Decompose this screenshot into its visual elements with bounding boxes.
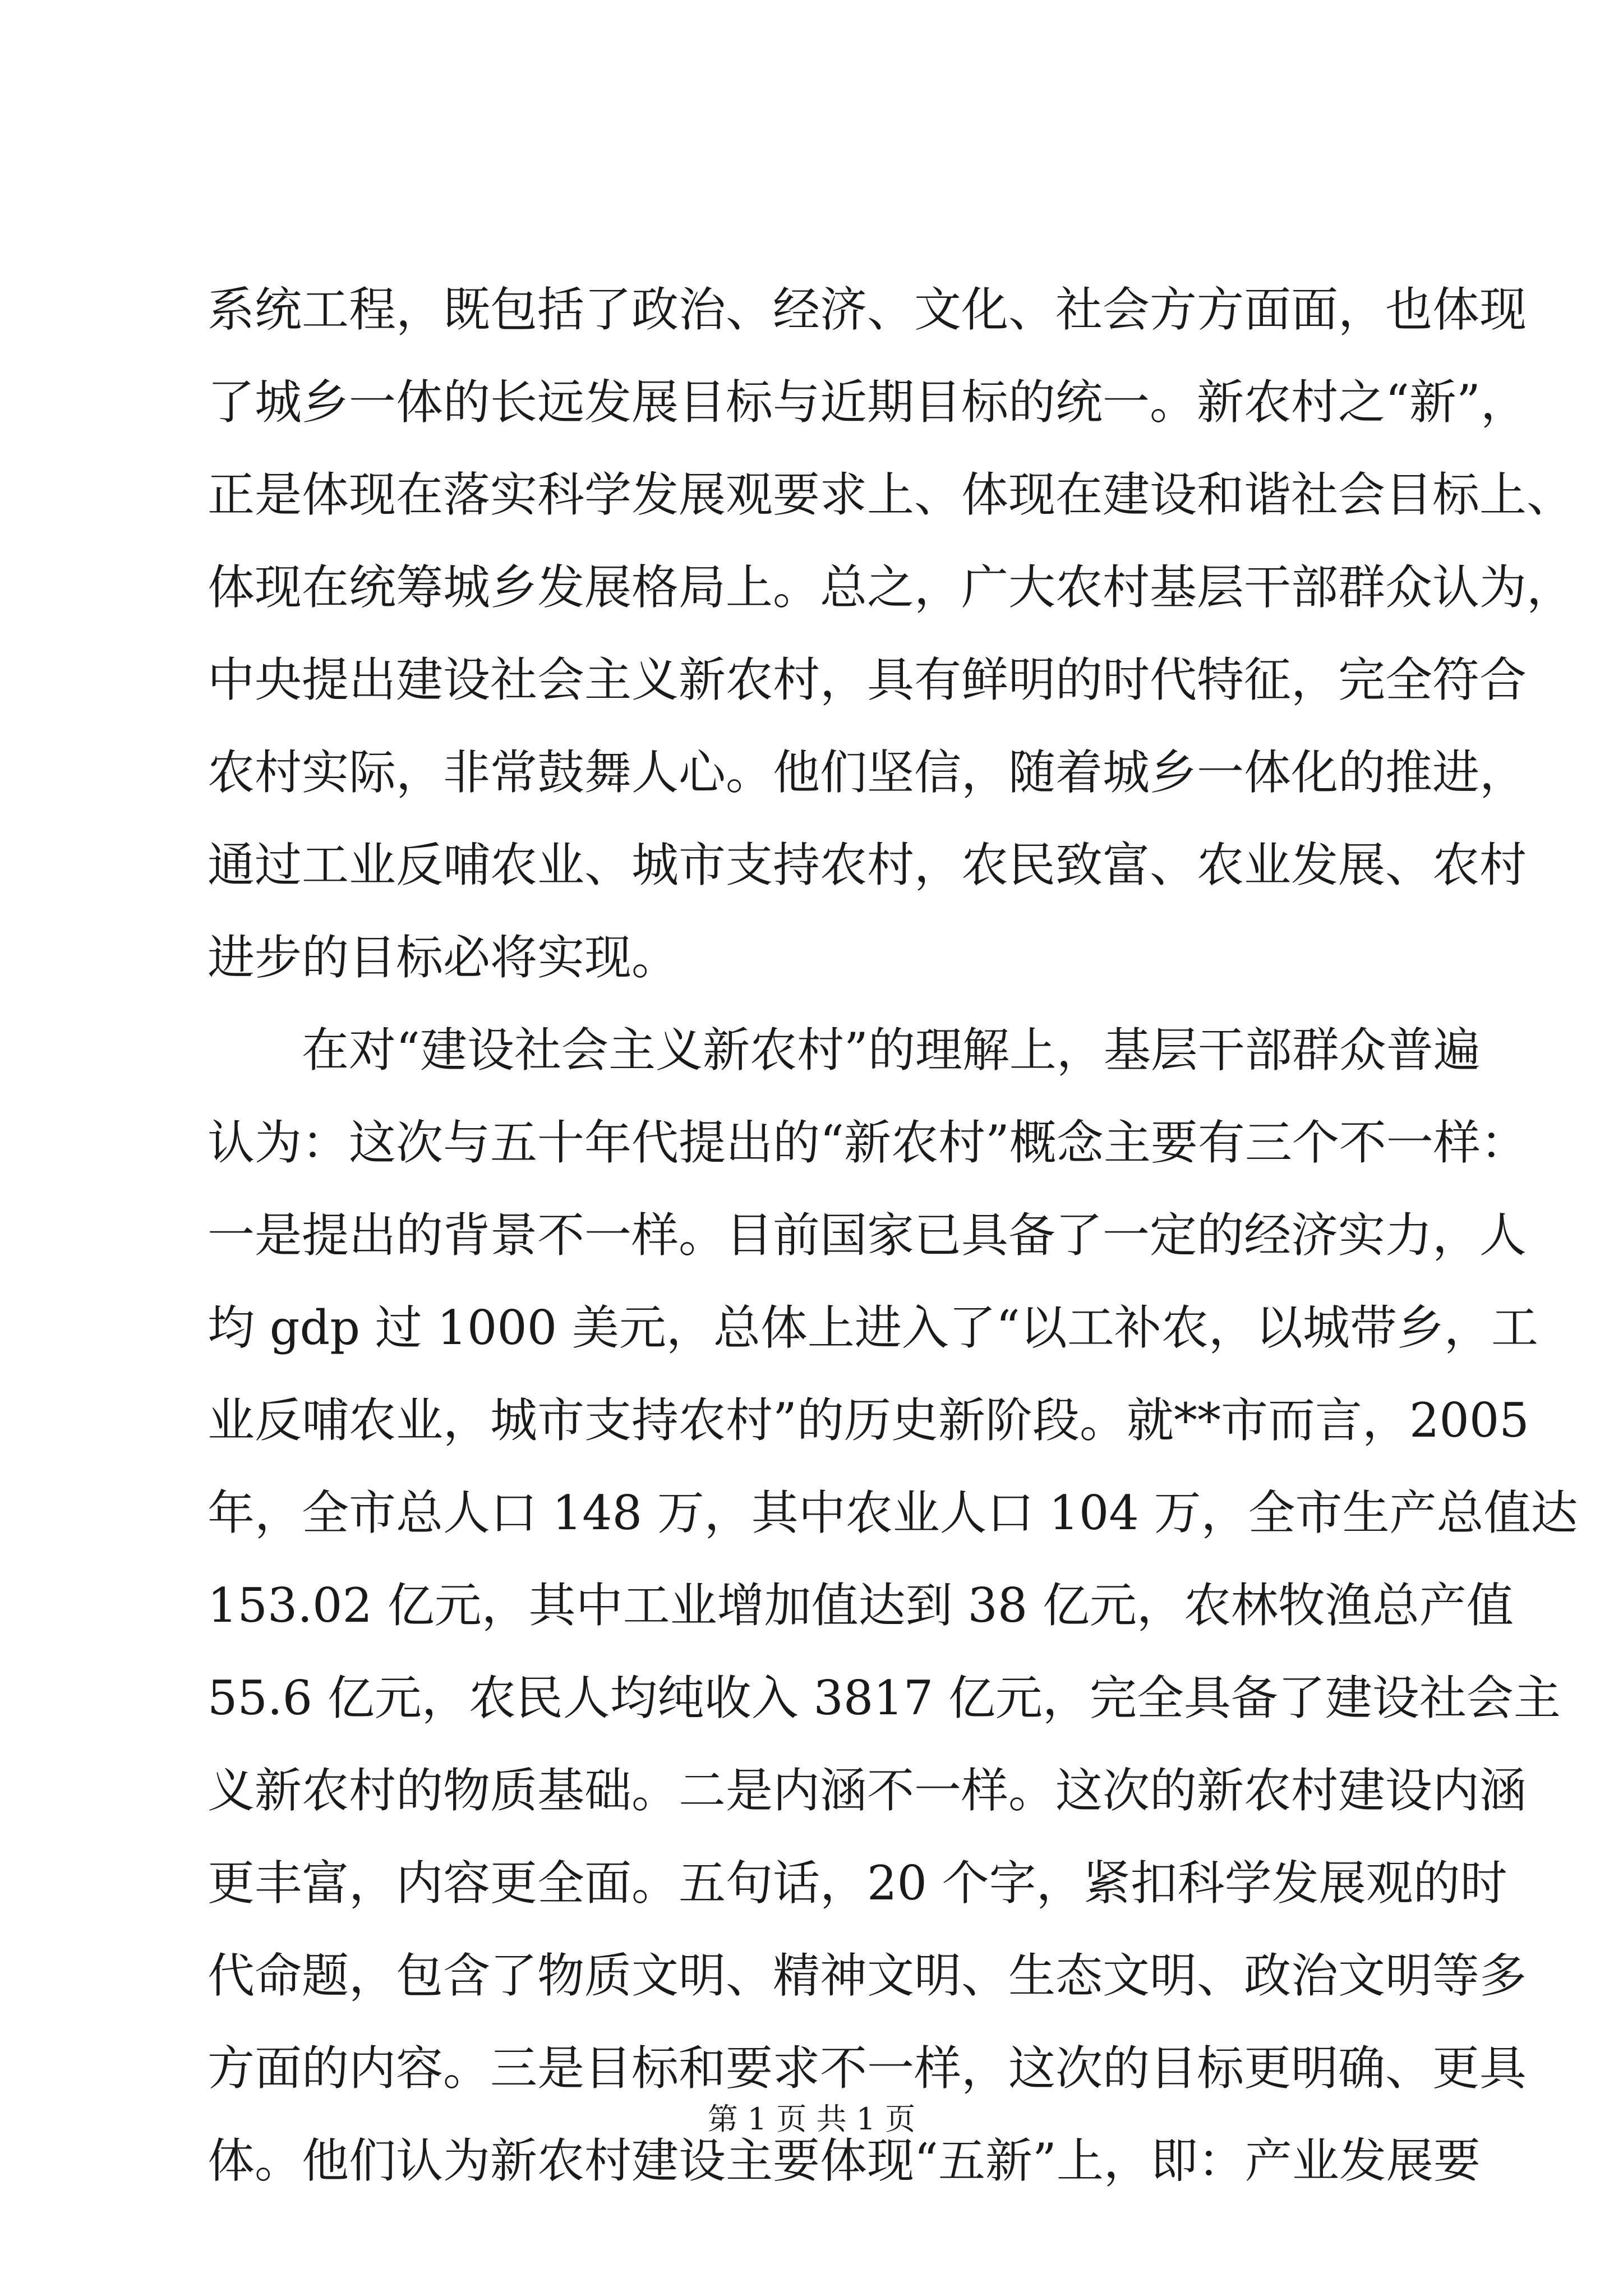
- text-line: 一是提出的背景不一样。目前国家已具备了一定的经济实力，人: [208, 1208, 1527, 1263]
- text-line: 在对“建设社会主义新农村”的理解上，基层干部群众普遍: [208, 1023, 1481, 1078]
- text-line: 业反哺农业，城市支持农村”的历史新阶段。就**市而言，2005: [208, 1393, 1529, 1448]
- text-line: 代命题，包含了物质文明、精神文明、生态文明、政治文明等多: [208, 1948, 1527, 2003]
- text-line: 认为：这次与五十年代提出的“新农村”概念主要有三个不一样：: [208, 1115, 1528, 1170]
- text-line: 年，全市总人口 148 万，其中农业人口 104 万，全市生产总值达: [208, 1485, 1578, 1540]
- text-line: 均 gdp 过 1000 美元，总体上进入了“以工补农，以城带乡，工: [208, 1300, 1538, 1355]
- text-line: 153.02 亿元，其中工业增加值达到 38 亿元，农林牧渔总产值: [208, 1578, 1514, 1633]
- text-line: 中央提出建设社会主义新农村，具有鲜明的时代特征，完全符合: [208, 652, 1527, 707]
- text-line: 体现在统筹城乡发展格局上。总之，广大农村基层干部群众认为，: [208, 560, 1574, 615]
- text-line: 义新农村的物质基础。二是内涵不一样。这次的新农村建设内涵: [208, 1763, 1527, 1818]
- text-line: 更丰富，内容更全面。五句话，20 个字，紧扣科学发展观的时: [208, 1856, 1507, 1911]
- text-line: 进步的目标必将实现。: [208, 930, 679, 985]
- text-line: 体。他们认为新农村建设主要体现“五新”上，即：产业发展要: [208, 2133, 1481, 2188]
- text-line: 系统工程，既包括了政治、经济、文化、社会方方面面，也体现: [208, 282, 1527, 337]
- text-line: 了城乡一体的长远发展目标与近期目标的统一。新农村之“新”，: [208, 375, 1528, 430]
- text-line: 通过工业反哺农业、城市支持农村，农民致富、农业发展、农村: [208, 838, 1527, 892]
- text-line: 正是体现在落实科学发展观要求上、体现在建设和谐社会目标上、: [208, 467, 1574, 522]
- page-footer: 第 1 页 共 1 页: [707, 2101, 916, 2137]
- text-line: 55.6 亿元，农民人均纯收入 3817 亿元，完全具备了建设社会主: [208, 1671, 1561, 1726]
- text-line: 农村实际，非常鼓舞人心。他们坚信，随着城乡一体化的推进，: [208, 745, 1527, 800]
- text-line: 方面的内容。三是目标和要求不一样，这次的目标更明确、更具: [208, 2041, 1527, 2096]
- body-text: [208, 264, 1578, 2207]
